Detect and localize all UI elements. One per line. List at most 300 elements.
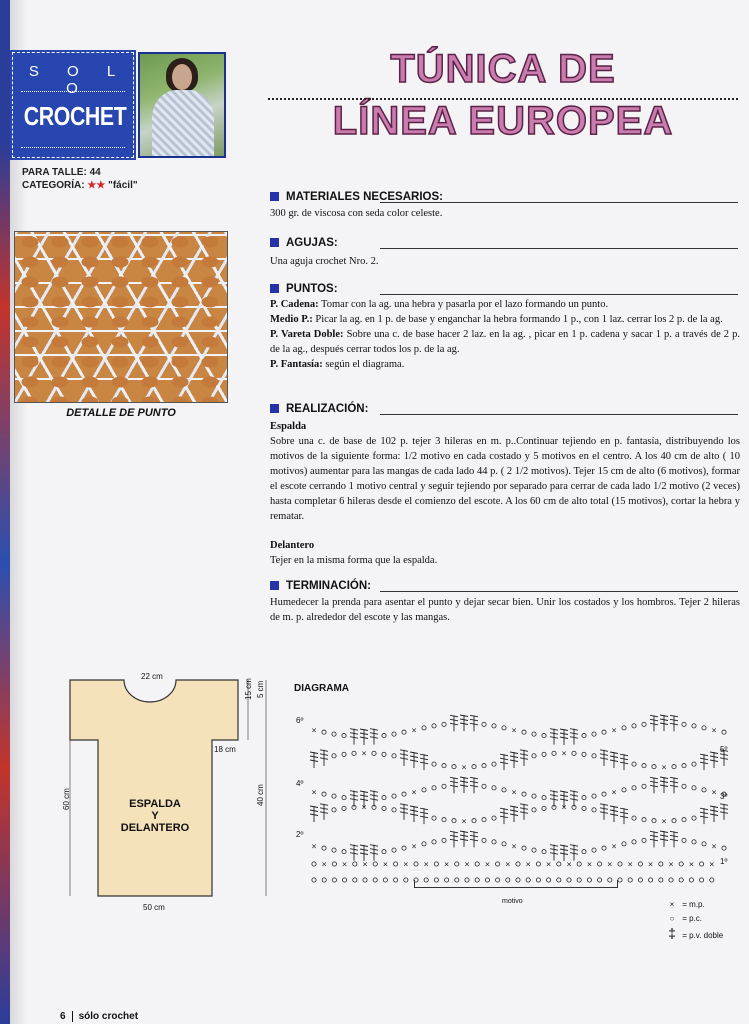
size-value: 44 [89,167,101,178]
chain-stitch-mark [692,762,696,766]
single-crochet-mark: × [561,803,567,812]
double-treble-mark [450,777,458,793]
materials-heading: MATERIALES NECESARIOS: [270,190,738,204]
stitch-item: P. Cadena: Tomar con la ag. una hebra y pasarla por el lazo formando un punto. [270,299,609,310]
back-text: Sobre una c. de base de 102 p. tejer 3 hileras en m. p..Continuar tejiendo en p. fantasía, distribuyendo los motivos de la siguiente forma: 1/2 motivo en cada costado y 5 motivos en el centro. A los 40 cm de alto ( 10 motivos) aumentar para las mangas de cada lado 44 p. ( 2 1/2 motivos). Tejer 15 cm de alto (6 motivos), formar el escote cerrando 1 motivo central y seguir tejiendo por separado para cerrar de cada lado 1/2 motivo (2 veces) hasta completar 6 hileras desde el comienzo del escote. A los 60 cm de alto total (15 motivos), cortar la hebra y rematar. [270,436,740,522]
chain-stitch-mark [332,878,336,882]
single-crochet-mark: × [647,860,654,869]
chain-stitch-mark [592,754,596,758]
double-treble-mark [470,715,478,731]
chain-stitch-mark [632,724,636,728]
category-value: "fácil" [108,180,138,191]
chain-stitch-mark [592,808,596,812]
title-divider [268,98,738,100]
double-treble-mark [460,777,468,793]
double-treble-mark [620,808,628,824]
double-treble-mark [410,806,418,822]
single-crochet-mark: × [341,860,348,869]
chain-stitch-mark [482,784,486,788]
double-treble-mark [650,777,658,793]
chain-stitch-mark [722,846,726,850]
chain-stitch-mark [592,848,596,852]
chain-stitch-mark [542,796,546,800]
chain-stitch-mark [312,862,316,866]
chain-stitch-mark [392,808,396,812]
double-treble-mark [370,729,378,745]
single-crochet-mark: × [561,749,567,758]
size-info [22,166,138,192]
chain-stitch-mark [382,796,386,800]
chain-stitch-mark [402,846,406,850]
chain-stitch-mark [542,806,546,810]
double-treble-mark [620,754,628,770]
chain-stitch-mark [422,788,426,792]
total-height-label: 60 cm [62,788,71,810]
single-crochet-mark: × [402,860,409,869]
single-crochet-mark: × [545,860,552,869]
double-treble-mark [520,750,528,766]
realization-back [270,419,740,524]
chain-stitch-mark [442,722,446,726]
chain-stitch-mark [332,808,336,812]
double-treble-mark [350,729,358,745]
single-crochet-mark: × [661,817,667,826]
chain-stitch-mark [432,816,436,820]
needles-text: Una aguja crochet Nro. 2. [270,256,379,267]
chain-stitch-mark [692,786,696,790]
realization-front [270,538,740,568]
chain-stitch-mark [659,862,663,866]
chain-stitch-mark [482,722,486,726]
chain-stitch-mark [343,878,347,882]
chain-stitch-mark [342,806,346,810]
chain-stitch-mark [442,818,446,822]
chain-stitch-mark [602,730,606,734]
double-treble-mark [510,752,518,768]
diagram-legend [664,898,723,943]
chain-stitch-mark [502,842,506,846]
chain-stitch-mark [492,724,496,728]
single-crochet-mark: × [411,788,417,797]
chain-stitch-mark [632,762,636,766]
row-label: 3º [720,792,728,801]
row-label: 6º [296,716,304,725]
double-treble-mark [360,729,368,745]
chain-stitch-mark [582,806,586,810]
double-treble-mark [400,750,408,766]
double-treble-mark [370,791,378,807]
chain-stitch-mark [632,786,636,790]
chain-stitch-mark [402,730,406,734]
chain-stitch-mark [652,765,656,769]
double-treble-mark [570,791,578,807]
double-treble-mark [600,804,608,820]
single-crochet-mark: × [464,860,470,869]
chain-stitch-mark [322,730,326,734]
legend-item: ‡ = p.v. doble [668,925,724,941]
page-edge-strip [0,0,10,1024]
single-crochet-mark: × [461,763,467,772]
double-treble-mark [420,808,428,824]
chain-stitch-mark [689,878,693,882]
double-treble-mark [660,831,668,847]
chain-stitch-mark [394,878,398,882]
chain-stitch-mark [382,752,386,756]
width-label: 50 cm [143,903,165,912]
chain-stitch-mark [452,765,456,769]
chain-stitch-mark [342,734,346,738]
chain-stitch-mark [692,840,696,844]
chain-stitch-mark [642,722,646,726]
chain-stitch-mark [352,751,356,755]
chain-stitch-mark [532,732,536,736]
chain-stitch-mark [618,862,622,866]
chain-stitch-mark [669,878,673,882]
double-treble-mark [660,777,668,793]
chain-stitch-mark [332,862,336,866]
chain-stitch-mark [679,862,683,866]
chain-stitch-mark [679,878,683,882]
double-treble-mark [320,804,328,820]
chain-stitch-mark [618,878,622,882]
chain-stitch-mark [502,726,506,730]
chain-stitch-mark [442,764,446,768]
stitch-detail-photo [14,231,228,403]
double-treble-mark [670,777,678,793]
chain-stitch-mark [592,794,596,798]
chain-stitch-mark [532,808,536,812]
double-treble-mark [710,752,718,768]
sleeve-width-label: 18 cm [214,745,236,754]
chain-stitch-mark [522,730,526,734]
double-treble-mark [470,777,478,793]
single-crochet-mark: × [461,817,467,826]
chain-stitch-mark [722,730,726,734]
chain-stitch-mark [522,846,526,850]
single-crochet-mark: × [611,842,617,851]
chain-stitch-mark [332,732,336,736]
chain-stitch-mark [432,762,436,766]
size-label: PARA TALLE: [22,167,87,178]
chain-stitch-mark [592,732,596,736]
single-crochet-mark: × [362,860,368,869]
double-treble-mark [350,845,358,861]
sleeve-height-label: 15 cm [244,678,253,700]
chain-stitch-mark [598,862,602,866]
finishing-text: Humedecer la prenda para asentar el punto y dejar secar bien. Unir los costados y los hombros. Tejer 2 hileras de m. p. alrededor del escote y las mangas. [270,597,740,623]
legend-item: × = m.p. [669,900,705,909]
double-treble-mark [710,806,718,822]
chain-stitch-mark [432,840,436,844]
chain-stitch-mark [482,818,486,822]
row-label: 2º [296,830,304,839]
double-treble-mark [520,804,528,820]
single-crochet-mark: × [361,749,367,758]
chain-stitch-mark [692,816,696,820]
chain-stitch-mark [632,840,636,844]
chain-stitch-mark [353,862,357,866]
chain-stitch-mark [682,784,686,788]
single-crochet-mark: × [586,860,593,869]
double-treble-mark [320,750,328,766]
chain-stitch-mark [442,784,446,788]
double-treble-mark [560,729,568,745]
double-treble-mark [500,754,508,770]
double-treble-mark [500,808,508,824]
chain-stitch-mark [332,848,336,852]
chain-stitch-mark [552,751,556,755]
chain-stitch-mark [422,726,426,730]
chain-stitch-mark [434,862,438,866]
chain-stitch-mark [392,732,396,736]
stitches-heading: PUNTOS: [270,282,738,296]
chain-stitch-mark [342,752,346,756]
chain-stitch-mark [482,838,486,842]
chain-stitch-mark [532,754,536,758]
row-label: 5º [720,745,728,754]
chain-stitch-mark [682,722,686,726]
chain-stitch-mark [700,878,704,882]
chain-stitch-mark [682,764,686,768]
single-crochet-mark: × [566,860,572,869]
single-crochet-mark: × [382,860,389,869]
chain-stitch-mark [602,792,606,796]
neck-width-label: 22 cm [141,672,163,681]
chain-stitch-mark [692,724,696,728]
chain-stitch-mark [582,752,586,756]
page-number: 6 [60,1011,66,1023]
double-treble-mark [560,845,568,861]
chain-stitch-mark [638,862,642,866]
chain-stitch-mark [659,878,663,882]
double-treble-mark [700,808,708,824]
chain-stitch-mark [542,752,546,756]
chain-stitch-mark [682,838,686,842]
chain-stitch-mark [642,838,646,842]
single-crochet-mark: × [504,860,511,869]
chain-stitch-mark [572,751,576,755]
single-crochet-mark: × [361,803,367,812]
motif-bracket [414,880,618,888]
single-crochet-mark: × [511,726,517,735]
chain-stitch-mark [672,765,676,769]
chain-stitch-mark [622,842,626,846]
single-crochet-mark: × [511,788,517,797]
double-treble-mark [460,831,468,847]
double-treble-mark [670,715,678,731]
single-crochet-mark: × [711,788,717,797]
chain-stitch-mark [392,848,396,852]
single-crochet-mark: × [311,842,317,851]
chain-stitch-mark [492,762,496,766]
double-treble-mark [650,715,658,731]
double-treble-mark [310,806,318,822]
chain-stitch-mark [472,819,476,823]
chain-stitch-mark [382,806,386,810]
stitch-item: Medio P.: Picar la ag. en 1 p. de base y enganchar la hebra formando 1 p., con 1 laz. cerrar los 2 p. de la ag. [270,314,723,325]
chain-stitch-mark [536,862,540,866]
chain-stitch-mark [332,754,336,758]
chain-stitch-mark [422,842,426,846]
finishing-heading: TERMINACIÓN: [270,579,738,593]
chain-stitch-mark [392,794,396,798]
garment-label: ESPALDA Y DELANTERO [120,798,190,834]
double-treble-mark [700,754,708,770]
stitches-list [270,297,740,372]
body-height-label: 40 cm [256,784,265,806]
materials-text: 300 gr. de viscosa con seda color celeste. [270,208,443,219]
shoulder-height-label: 5 cm [256,680,265,698]
chain-stitch-mark [432,786,436,790]
chain-stitch-mark [382,734,386,738]
chain-stitch-mark [516,862,520,866]
chain-stitch-mark [602,846,606,850]
double-treble-mark [670,831,678,847]
chain-stitch-mark [383,878,387,882]
chain-stitch-mark [642,764,646,768]
chain-stitch-mark [702,842,706,846]
crochet-diagram [290,696,738,911]
chain-stitch-mark [432,724,436,728]
chain-stitch-mark [482,764,486,768]
chain-stitch-mark [392,754,396,758]
chain-stitch-mark [628,878,632,882]
stitch-item: P. Vareta Doble: Sobre una c. de base hacer 2 laz. en la ag. , picar en 1 p. cadena y sacar 1 p. a través de 2 p. de la ag., después cerrar todos los p. de la ag. [270,329,740,355]
chain-stitch-mark [622,726,626,730]
single-crochet-mark: × [627,860,634,869]
chain-stitch-mark [577,862,581,866]
single-crochet-mark: × [661,763,667,772]
title-line-2: LÍNEA EUROPEA [332,99,674,143]
realization-heading: REALIZACIÓN: [270,402,738,416]
chain-stitch-mark [472,765,476,769]
chain-stitch-mark [455,862,459,866]
single-crochet-mark: × [708,860,715,869]
chain-stitch-mark [649,878,653,882]
single-crochet-mark: × [311,726,317,735]
garment-schematic [52,672,274,922]
double-treble-mark [660,715,668,731]
chain-stitch-mark [638,878,642,882]
single-crochet-mark: × [443,860,450,869]
stitch-item: P. Fantasía: según el diagrama. [270,359,405,370]
single-crochet-mark: × [611,788,617,797]
double-treble-mark [650,831,658,847]
double-treble-mark [720,804,728,820]
chain-stitch-mark [642,784,646,788]
single-crochet-mark: × [711,726,717,735]
motif-label: motivo [502,898,523,905]
publication-name: sólo crochet [78,1011,139,1023]
single-crochet-mark: × [411,726,417,735]
double-treble-mark [470,831,478,847]
double-treble-mark [610,752,618,768]
single-crochet-mark: × [611,726,617,735]
diagram-title: DIAGRAMA [294,683,349,694]
chain-stitch-mark [496,862,500,866]
legend-item: ○ = p.c. [669,914,703,923]
double-treble-mark [550,845,558,861]
double-treble-mark [450,715,458,731]
double-treble-mark [510,806,518,822]
logo-top-text: S O L O [28,63,128,97]
chain-stitch-mark [702,788,706,792]
chain-stitch-mark [582,850,586,854]
double-treble-mark [460,715,468,731]
chain-stitch-mark [322,878,326,882]
double-treble-mark [350,791,358,807]
chain-stitch-mark [532,794,536,798]
chain-stitch-mark [532,848,536,852]
chain-stitch-mark [702,726,706,730]
single-crochet-mark: × [411,842,417,851]
chain-stitch-mark [373,878,377,882]
chain-stitch-mark [322,792,326,796]
row-label: 4º [296,779,304,788]
double-treble-mark [450,831,458,847]
chain-stitch-mark [682,818,686,822]
double-treble-mark [400,804,408,820]
row-label: 1º [720,857,728,866]
logo-bottom-text: CROCHET [23,101,127,131]
front-text: Tejer en la misma forma que la espalda. [270,555,438,566]
chain-stitch-mark [363,878,367,882]
chain-stitch-mark [404,878,408,882]
chain-stitch-mark [342,796,346,800]
double-treble-mark [550,791,558,807]
chain-stitch-mark [582,796,586,800]
double-treble-mark [570,845,578,861]
chain-stitch-mark [672,819,676,823]
model-photo [138,52,226,158]
chain-stitch-mark [382,850,386,854]
single-crochet-mark: × [711,842,717,851]
chain-stitch-mark [522,792,526,796]
chain-stitch-mark [452,819,456,823]
chain-stitch-mark [492,840,496,844]
chain-stitch-mark [542,850,546,854]
chain-stitch-mark [442,838,446,842]
chain-stitch-mark [492,816,496,820]
chain-stitch-mark [372,751,376,755]
double-treble-mark [600,750,608,766]
chain-stitch-mark [353,878,357,882]
category-stars: ★★ [87,180,106,191]
front-title: Delantero [270,540,315,551]
chain-stitch-mark [557,862,561,866]
chain-stitch-mark [502,788,506,792]
chain-stitch-mark [652,819,656,823]
double-treble-mark [360,845,368,861]
chain-stitch-mark [622,788,626,792]
chain-stitch-mark [394,862,398,866]
double-treble-mark [610,806,618,822]
title-line-1: TÚNICA DE [390,47,616,91]
single-crochet-mark: × [423,860,430,869]
chain-stitch-mark [582,734,586,738]
single-crochet-mark: × [321,860,328,869]
page-footer [60,1011,138,1022]
magazine-logo [12,52,134,158]
page-title [268,44,738,146]
stitch-detail-caption: DETALLE DE PUNTO [66,407,176,419]
chain-stitch-mark [642,818,646,822]
needles-heading: AGUJAS: [270,236,738,250]
chain-stitch-mark [700,862,704,866]
double-treble-mark [420,754,428,770]
chain-stitch-mark [402,792,406,796]
double-treble-mark [370,845,378,861]
